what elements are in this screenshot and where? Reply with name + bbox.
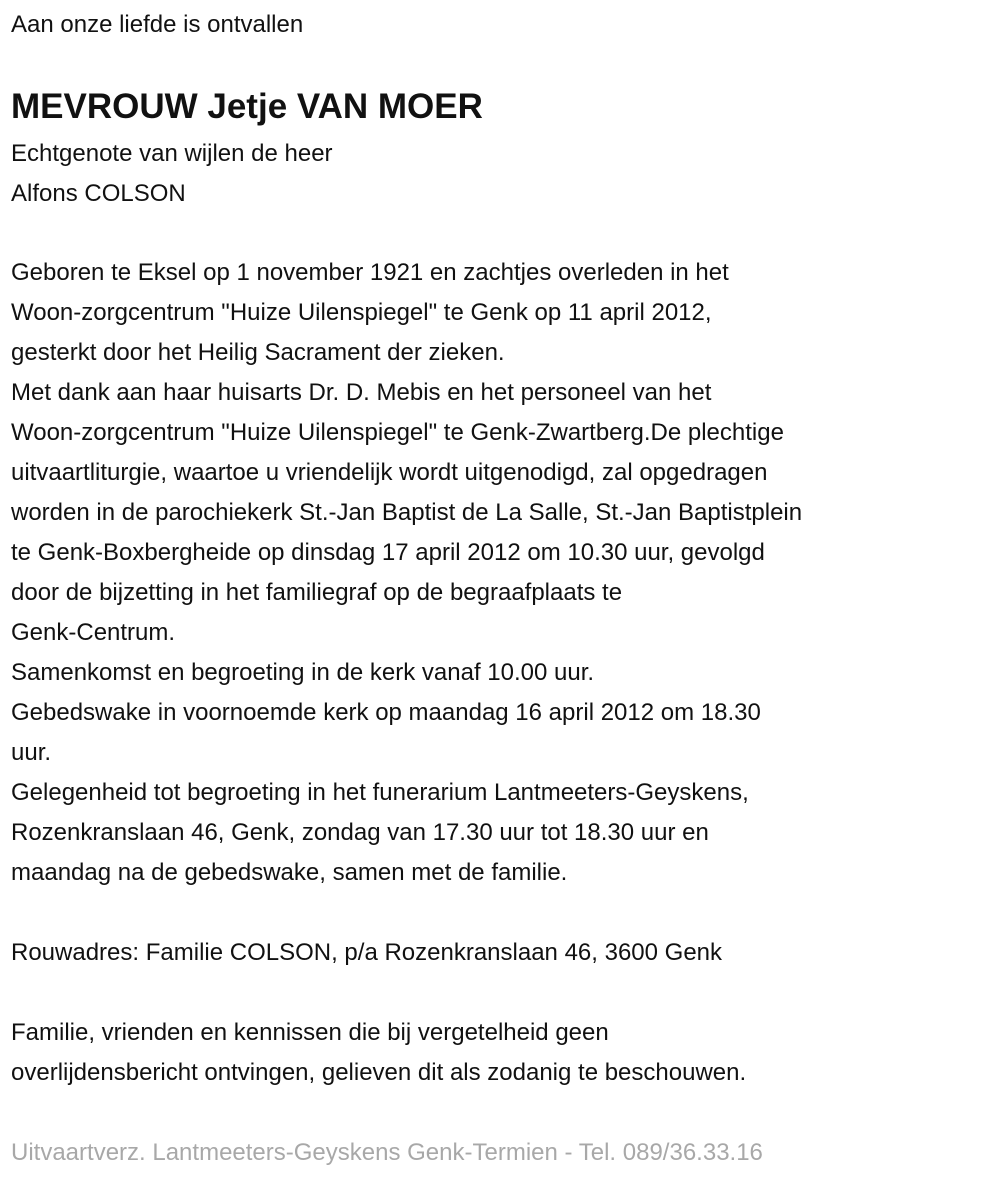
body-line: Samenkomst en begroeting in de kerk vanaf 10.00 uur. <box>11 659 595 686</box>
body-line: maandag na de gebedswake, samen met de familie. <box>11 859 568 886</box>
address-block <box>11 933 722 973</box>
body-line: Geboren te Eksel op 1 november 1921 en zachtjes overleden in het <box>11 259 729 286</box>
body-line: Met dank aan haar huisarts Dr. D. Mebis en het personeel van het <box>11 379 712 406</box>
spouse-line: Alfons COLSON <box>11 180 186 207</box>
body-line: Genk-Centrum. <box>11 619 176 646</box>
body-line: Woon-zorgcentrum "Huize Uilenspiegel" te Genk op 11 april 2012, <box>11 299 712 326</box>
funeral-home-footer: Uitvaartverz. Lantmeeters-Geyskens Genk-Termien - Tel. 089/36.33.16 <box>11 1139 763 1166</box>
body-line: uitvaartliturgie, waartoe u vriendelijk wordt uitgenodigd, zal opgedragen <box>11 459 768 486</box>
notice-line: overlijdensbericht ontvingen, gelieven dit als zodanig te beschouwen. <box>11 1059 747 1086</box>
body-line: te Genk-Boxbergheide op dinsdag 17 april 2012 om 10.30 uur, gevolgd <box>11 539 765 566</box>
body-line: Gelegenheid tot begroeting in het funerarium Lantmeeters-Geyskens, <box>11 779 749 806</box>
notice-line: Familie, vrienden en kennissen die bij vergetelheid geen <box>11 1019 609 1046</box>
spouse-block <box>11 134 333 214</box>
mourning-address: Rouwadres: Familie COLSON, p/a Rozenkranslaan 46, 3600 Genk <box>11 939 723 966</box>
body-line: Woon-zorgcentrum "Huize Uilenspiegel" te Genk-Zwartberg.De plechtige <box>11 419 784 446</box>
body-line: Gebedswake in voornoemde kerk op maandag 16 april 2012 om 18.30 <box>11 699 761 726</box>
body-line: uur. <box>11 739 52 766</box>
body-line: door de bijzetting in het familiegraf op de begraafplaats te <box>11 579 623 606</box>
deceased-name: MEVROUW Jetje VAN MOER <box>11 87 483 126</box>
body-line: worden in de parochiekerk St.-Jan Baptist de La Salle, St.-Jan Baptistplein <box>11 499 803 526</box>
body-line: Rozenkranslaan 46, Genk, zondag van 17.30 uur tot 18.30 uur en <box>11 819 709 846</box>
body-block <box>11 253 802 893</box>
footer-block <box>11 1133 763 1173</box>
spouse-line: Echtgenote van wijlen de heer <box>11 140 333 167</box>
notice-block <box>11 1013 746 1093</box>
body-line: gesterkt door het Heilig Sacrament der zieken. <box>11 339 505 366</box>
intro-text: Aan onze liefde is ontvallen <box>11 11 304 38</box>
